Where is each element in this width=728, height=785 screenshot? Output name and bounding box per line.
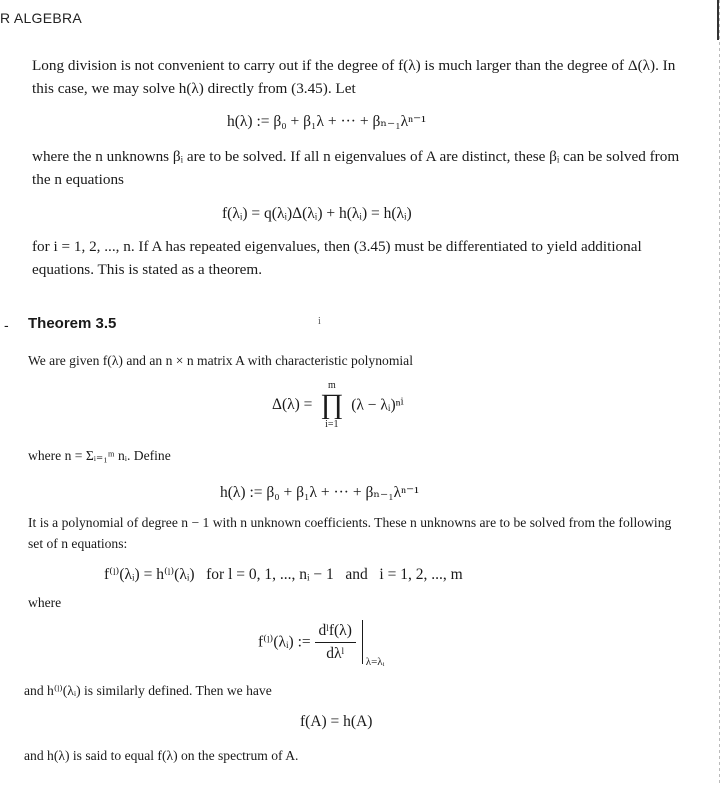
char-poly-rhs: (λ − λᵢ)ⁿⁱ xyxy=(351,396,404,414)
paragraph-long-division: Long division is not convenient to carry out if the degree of f(λ) is much larger than the degree of Δ(λ). In this case, we may solve h(λ) directly from (3.45). Let xyxy=(32,57,676,97)
equation-derivative-definition xyxy=(258,620,397,668)
equation-f-equals-h: f(A) = h(A) xyxy=(300,713,373,730)
product-upper-limit: m xyxy=(327,380,336,391)
evaluation-bar xyxy=(362,620,397,668)
theorem-spectrum-conclusion: and h(λ) is said to equal f(λ) on the spectrum of A. xyxy=(24,748,299,763)
char-poly-lhs: Δ(λ) = xyxy=(272,396,313,413)
evaluation-point: λ=λᵢ xyxy=(365,656,385,668)
derivative-fraction xyxy=(315,622,356,663)
running-header: R ALGEBRA xyxy=(0,10,83,26)
theorem-statement-intro: We are given f(λ) and an n × n matrix A with characteristic polynomial xyxy=(28,353,413,368)
equation-characteristic-polynomial xyxy=(272,380,404,430)
derivative-denominator: dλˡ xyxy=(326,644,345,662)
paragraph-unknowns: where the n unknowns βᵢ are to be solved. If all n eigenvalues of A are distinct, these βᵢ can be solved from the n equations xyxy=(32,148,680,188)
product-lower-limit: i=1 xyxy=(325,419,339,430)
derivative-lhs: f⁽ˡ⁾(λᵢ) := xyxy=(258,633,311,651)
product-operator xyxy=(320,380,343,430)
paragraph-repeated-eigenvalues: for i = 1, 2, ..., n. If A has repeated eigenvalues, then (3.45) must be differentiated to yield additional equations. This is stated as a theorem. xyxy=(32,238,642,278)
page-edge-mark xyxy=(717,0,719,40)
product-symbol: ∏ xyxy=(320,389,344,420)
stray-mark: i xyxy=(318,316,321,327)
equation-distinct-eigenvalues: f(λᵢ) = q(λᵢ)Δ(λᵢ) + h(λᵢ) = h(λᵢ) xyxy=(222,205,412,222)
equation-h-definition: h(λ) := β₀ + β₁λ + ··· + βₙ₋₁λⁿ⁻¹ xyxy=(227,113,426,130)
theorem-margin-mark: - xyxy=(4,317,9,333)
derivative-numerator: dˡf(λ) xyxy=(315,622,356,643)
page-edge-line xyxy=(719,0,720,785)
theorem-polynomial-description: It is a polynomial of degree n − 1 with n unknown coefficients. These n unknowns are to be solved from the following set of n equations: xyxy=(28,515,672,551)
theorem-define-n: where n = Σᵢ₌₁ᵐ nᵢ. Define xyxy=(28,448,171,463)
equation-derivative-conditions: f⁽ˡ⁾(λᵢ) = h⁽ˡ⁾(λᵢ) for l = 0, 1, ..., nᵢ − 1 and i = 1, 2, ..., m xyxy=(104,566,463,583)
theorem-title: Theorem 3.5 xyxy=(28,315,117,332)
theorem-similarly-defined: and h⁽ˡ⁾(λᵢ) is similarly defined. Then we have xyxy=(24,683,272,698)
theorem-where: where xyxy=(28,595,62,610)
equation-h-definition-theorem: h(λ) := β₀ + β₁λ + ··· + βₙ₋₁λⁿ⁻¹ xyxy=(220,484,419,501)
